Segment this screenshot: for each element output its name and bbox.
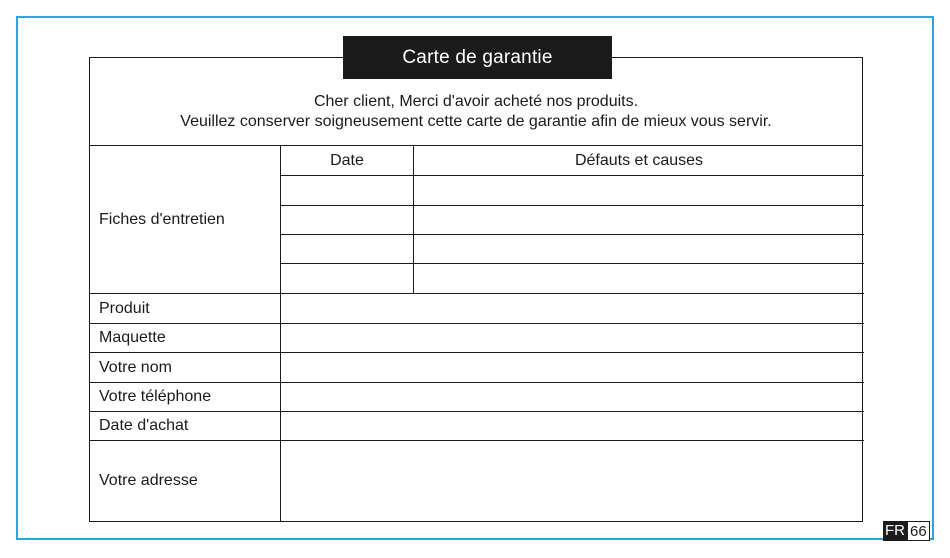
page-number-badge — [883, 521, 930, 541]
field-value-model[interactable] — [281, 324, 864, 352]
field-label-purchase-date: Date d'achat — [99, 417, 189, 434]
intro-line-1: Cher client, Merci d'avoir acheté nos produits. — [313, 93, 639, 110]
intro-line-2: Veuillez conserver soigneusement cette carte de garantie afin de mieux vous servir. — [180, 113, 772, 130]
maintenance-label: Fiches d'entretien — [99, 210, 225, 228]
card-title: Carte de garantie — [343, 36, 612, 79]
maintenance-defect-cell[interactable] — [414, 264, 864, 293]
warranty-card — [89, 57, 863, 522]
maintenance-date-cell[interactable] — [281, 235, 413, 263]
maintenance-date-cell[interactable] — [281, 264, 413, 293]
column-header-defects: Défauts et causes — [574, 151, 704, 169]
field-value-purchase-date[interactable] — [281, 412, 864, 440]
field-value-product[interactable] — [281, 294, 864, 323]
maintenance-defect-cell[interactable] — [414, 176, 864, 205]
maintenance-date-cell[interactable] — [281, 176, 413, 205]
field-value-phone[interactable] — [281, 383, 864, 411]
field-value-name[interactable] — [281, 353, 864, 382]
page-number: 66 — [907, 521, 930, 541]
field-label-product: Produit — [99, 299, 150, 317]
language-code: FR — [885, 522, 905, 539]
field-value-address[interactable] — [281, 441, 864, 521]
field-label-model: Maquette — [99, 329, 166, 346]
maintenance-defect-cell[interactable] — [414, 206, 864, 234]
field-label-address: Votre adresse — [99, 472, 198, 489]
column-header-date: Date — [330, 151, 364, 169]
field-label-name: Votre nom — [99, 358, 172, 376]
maintenance-date-cell[interactable] — [281, 206, 413, 234]
field-label-phone: Votre téléphone — [99, 388, 212, 405]
maintenance-defect-cell[interactable] — [414, 235, 864, 263]
